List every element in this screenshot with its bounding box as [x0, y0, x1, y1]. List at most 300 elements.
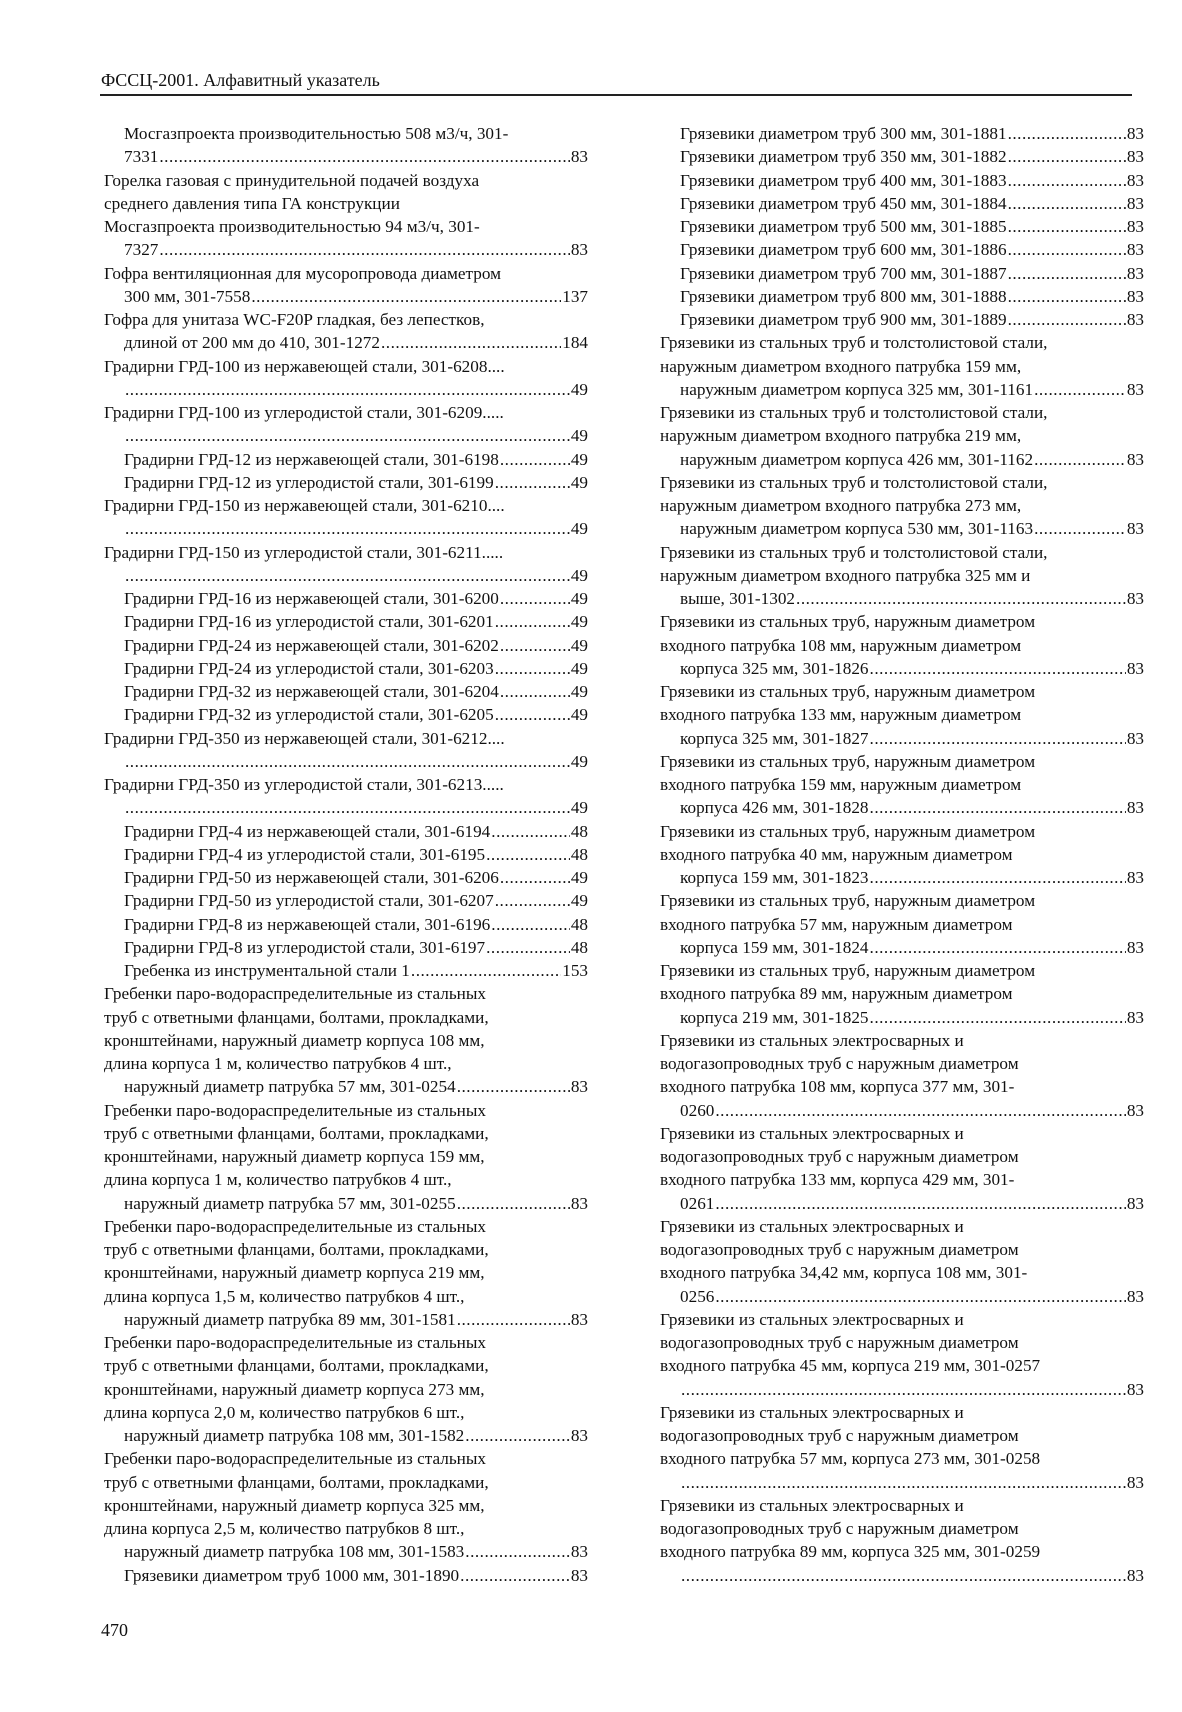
entry-text-line: наружный диаметр патрубка 89 мм, 301-1581 [124, 1309, 456, 1329]
dot-leader [1034, 448, 1126, 471]
index-entry [660, 401, 1144, 471]
index-entry [660, 262, 1144, 285]
entry-text-line: длиной от 200 мм до 410, 301-1272 [124, 333, 380, 353]
entry-text-line: длина корпуса 2,0 м, количество патрубков 6 шт., [104, 1402, 465, 1422]
entry-text-line: Грязевики из стальных труб, наружным диаметром [660, 751, 1036, 771]
index-entry [104, 657, 588, 680]
page-reference: 83 [1126, 519, 1144, 539]
page-reference: 83 [1126, 1100, 1144, 1120]
entry-text-line: труб с ответными фланцами, болтами, прокладками, [104, 1007, 489, 1027]
entry-text-line: водогазопроводных труб с наружным диаметром [660, 1054, 1019, 1073]
index-entry [660, 145, 1144, 168]
entry-leader-line [680, 145, 1144, 168]
entry-text-line: водогазопроводных труб с наружным диаметром [660, 1240, 1019, 1259]
page-reference: 48 [570, 914, 588, 934]
index-entry [104, 169, 588, 262]
index-entry [660, 308, 1144, 331]
entry-text-line: Градирни ГРД-350 из нержавеющей стали, 301-6212.... [104, 728, 505, 748]
index-entry [660, 471, 1144, 541]
dot-leader [460, 1564, 570, 1587]
entry-text-line: Грязевики из стальных электросварных и [660, 1216, 964, 1236]
running-header: ФССЦ-2001. Алфавитный указатель [101, 70, 380, 90]
entry-text-line: среднего давления типа ГА конструкции [104, 193, 400, 213]
index-entry [104, 634, 588, 657]
entry-text-line: Градирни ГРД-16 из нержавеющей стали, 301-6200 [124, 589, 499, 608]
index-entry [660, 541, 1144, 611]
page-reference: 49 [570, 379, 588, 399]
page-reference: 49 [570, 472, 588, 492]
entry-text-line: Грязевики из стальных труб и толстолистовой стали, [660, 333, 1048, 353]
entry-leader-line [124, 1564, 588, 1587]
page-reference: 83 [570, 1309, 588, 1329]
dot-leader [500, 448, 570, 471]
entry-leader-line [124, 703, 588, 726]
entry-text-line: входного патрубка 89 мм, наружным диаметром [660, 984, 1013, 1004]
index-entry [104, 1099, 588, 1215]
entry-text-line: Градирни ГРД-100 из углеродистой стали, 301-6209..... [104, 403, 504, 422]
index-entry [660, 1029, 1144, 1122]
entry-text-line: Градирни ГРД-50 из углеродистой стали, 301-6207 [124, 891, 494, 911]
page-reference: 83 [1126, 379, 1144, 399]
entry-text-line: Грязевики из стальных труб, наружным диаметром [660, 612, 1036, 632]
index-entry [104, 913, 588, 936]
entry-text-line: Градирни ГРД-12 из нержавеющей стали, 301-6198 [124, 449, 499, 469]
page-reference: 83 [1126, 193, 1144, 213]
entry-text-line: Градирни ГРД-12 из углеродистой стали, 301-6199 [124, 472, 494, 492]
dot-leader [715, 1192, 1125, 1215]
entry-leader-line [680, 169, 1144, 192]
entry-text-line: Мосгазпроекта производительностью 508 м3/ч, 301- [124, 124, 509, 143]
page-reference: 83 [570, 1542, 588, 1562]
index-entry [104, 448, 588, 471]
page-reference: 48 [570, 937, 588, 957]
entry-leader-line [680, 1099, 1144, 1122]
dot-leader [870, 866, 1126, 889]
entry-text-line: Градирни ГРД-4 из нержавеющей стали, 301-6194 [124, 821, 491, 841]
entry-text-line: Гребенки паро-водораспределительные из стальных [104, 1333, 487, 1352]
page-reference: 83 [1126, 658, 1144, 678]
dot-leader [125, 424, 570, 447]
entry-text-line: Градирни ГРД-32 из углеродистой стали, 301-6205 [124, 705, 494, 725]
page-reference: 83 [1126, 1007, 1144, 1027]
entry-leader-line [680, 587, 1144, 610]
entry-text-line: входного патрубка 133 мм, корпуса 429 мм, 301- [660, 1170, 1015, 1190]
entry-text-line: водогазопроводных труб с наружным диаметром [660, 1519, 1019, 1538]
entry-text-line: входного патрубка 57 мм, наружным диаметром [660, 914, 1013, 934]
dot-leader [465, 1424, 570, 1447]
index-entry [660, 750, 1144, 820]
index-entry [104, 355, 588, 402]
entry-text-line: Грязевики из стальных электросварных и [660, 1402, 964, 1422]
dot-leader [125, 796, 570, 819]
dot-leader [1008, 262, 1126, 285]
page-reference: 83 [1126, 1472, 1144, 1492]
index-entry [104, 866, 588, 889]
dot-leader [1008, 145, 1126, 168]
entry-leader-line [124, 796, 588, 819]
entry-text-line: наружным диаметром входного патрубка 159 мм, [660, 356, 1022, 376]
entry-text-line: корпуса 426 мм, 301-1828 [680, 798, 869, 818]
page-reference: 137 [562, 286, 588, 306]
dot-leader [500, 634, 570, 657]
entry-text-line: 300 мм, 301-7558 [124, 286, 251, 306]
entry-leader-line [124, 424, 588, 447]
page-reference: 49 [570, 635, 588, 655]
entry-text-line: Грязевики из стальных труб и толстолистовой стали, [660, 472, 1048, 492]
dot-leader [495, 471, 570, 494]
entry-leader-line [124, 866, 588, 889]
entry-text-line: наружный диаметр патрубка 57 мм, 301-0255 [124, 1193, 456, 1213]
dot-leader [125, 378, 570, 401]
dot-leader [681, 1378, 1126, 1401]
entry-leader-line [680, 262, 1144, 285]
dot-leader [870, 727, 1126, 750]
dot-leader [457, 1075, 570, 1098]
entry-leader-line [680, 285, 1144, 308]
entry-text-line: Гребенки паро-водораспределительные из стальных [104, 1449, 487, 1469]
entry-leader-line [124, 680, 588, 703]
entry-leader-line [124, 1192, 588, 1215]
index-entry [104, 494, 588, 541]
index-entry [104, 262, 588, 309]
entry-text-line: Градирни ГРД-8 из нержавеющей стали, 301-6196 [124, 914, 491, 934]
index-entry [660, 1494, 1144, 1587]
entry-leader-line [680, 1285, 1144, 1308]
index-entry [104, 820, 588, 843]
entry-text-line: кронштейнами, наружный диаметр корпуса 273 мм, [104, 1379, 485, 1399]
entry-leader-line [124, 1424, 588, 1447]
page-reference: 49 [570, 891, 588, 911]
entry-text-line: труб с ответными фланцами, болтами, прокладками, [104, 1356, 489, 1376]
page-reference: 83 [570, 240, 588, 260]
dot-leader [125, 564, 570, 587]
entry-leader-line [124, 889, 588, 912]
index-entry [104, 587, 588, 610]
entry-text-line: корпуса 325 мм, 301-1826 [680, 658, 869, 678]
dot-leader [1008, 169, 1126, 192]
page-reference: 49 [570, 705, 588, 725]
entry-text-line: Градирни ГРД-24 из нержавеющей стали, 301-6202 [124, 635, 499, 655]
entry-text-line: выше, 301-1302 [680, 589, 796, 608]
entry-text-line: Градирни ГРД-32 из нержавеющей стали, 301-6204 [124, 682, 499, 701]
entry-text-line: наружным диаметром входного патрубка 325 мм и [660, 565, 1031, 585]
index-entry [104, 959, 588, 982]
entry-leader-line [124, 913, 588, 936]
entry-text-line: Грязевики диаметром труб 500 мм, 301-1885 [680, 217, 1007, 236]
entry-text-line: Градирни ГРД-100 из нержавеющей стали, 301-6208.... [104, 356, 505, 376]
entry-text-line: Гофра для унитаза WC-F20P гладкая, без лепестков, [104, 310, 485, 329]
dot-leader [500, 866, 570, 889]
entry-leader-line [680, 1471, 1144, 1494]
dot-leader [870, 657, 1126, 680]
entry-text-line: корпуса 159 мм, 301-1823 [680, 868, 869, 887]
index-entry [660, 192, 1144, 215]
entry-text-line: Грязевики диаметром труб 300 мм, 301-1881 [680, 124, 1007, 143]
entry-text-line: Грязевики диаметром труб 450 мм, 301-1884 [680, 193, 1007, 213]
page-reference: 49 [570, 449, 588, 469]
page-reference: 83 [1126, 310, 1144, 329]
entry-text-line: Градирни ГРД-8 из углеродистой стали, 301-6197 [124, 937, 486, 957]
index-column-right [660, 122, 1144, 1587]
entry-leader-line [680, 1378, 1144, 1401]
entry-leader-line [680, 657, 1144, 680]
dot-leader [1008, 122, 1126, 145]
entry-leader-line [124, 820, 588, 843]
dot-leader [715, 1285, 1125, 1308]
index-entry [104, 680, 588, 703]
entry-text-line: Гребенки паро-водораспределительные из стальных [104, 984, 487, 1004]
page-reference: 83 [570, 1426, 588, 1445]
entry-leader-line [124, 587, 588, 610]
page-reference: 83 [1126, 263, 1144, 283]
entry-text-line: наружным диаметром корпуса 325 мм, 301-1161 [680, 379, 1034, 399]
entry-text-line: Грязевики из стальных электросварных и [660, 1123, 964, 1143]
entry-text-line: входного патрубка 89 мм, корпуса 325 мм, 301-0259 [660, 1542, 1041, 1562]
entry-text-line: наружный диаметр патрубка 108 мм, 301-1582 [124, 1426, 465, 1445]
entry-text-line: входного патрубка 159 мм, наружным диаметром [660, 775, 1022, 794]
dot-leader [1008, 192, 1126, 215]
entry-leader-line [124, 471, 588, 494]
index-entry [104, 308, 588, 355]
entry-leader-line [124, 610, 588, 633]
dot-leader [465, 1540, 570, 1563]
entry-leader-line [680, 378, 1144, 401]
entry-text-line: 0261 [680, 1193, 715, 1213]
index-entry [104, 936, 588, 959]
entry-text-line: Градирни ГРД-150 из углеродистой стали, 301-6211..... [104, 542, 504, 562]
entry-text-line: входного патрубка 40 мм, наружным диаметром [660, 844, 1013, 864]
entry-leader-line [124, 1308, 588, 1331]
entry-text-line: длина корпуса 1 м, количество патрубков 4 шт., [104, 1170, 452, 1190]
dot-leader [159, 238, 569, 261]
entry-text-line: Гофра вентиляционная для мусоропровода диаметром [104, 263, 502, 283]
entry-leader-line [124, 517, 588, 540]
entry-text-line: 7327 [124, 240, 159, 260]
dot-leader [251, 285, 561, 308]
page-reference: 83 [1126, 1193, 1144, 1213]
entry-text-line: кронштейнами, наружный диаметр корпуса 159 мм, [104, 1147, 485, 1166]
entry-text-line: длина корпуса 1,5 м, количество патрубков 4 шт., [104, 1286, 465, 1306]
index-entry [660, 215, 1144, 238]
entry-leader-line [680, 1192, 1144, 1215]
index-entry [104, 122, 588, 169]
page-reference: 83 [1126, 147, 1144, 167]
index-entry [660, 285, 1144, 308]
entry-leader-line [124, 448, 588, 471]
entry-text-line: кронштейнами, наружный диаметр корпуса 219 мм, [104, 1263, 485, 1283]
entry-text-line: наружным диаметром корпуса 426 мм, 301-1162 [680, 449, 1034, 469]
dot-leader [486, 843, 570, 866]
page-reference: 83 [1126, 1565, 1144, 1585]
page-reference: 49 [570, 751, 588, 771]
entry-leader-line [680, 727, 1144, 750]
index-entry [660, 169, 1144, 192]
index-entry [660, 238, 1144, 261]
dot-leader [870, 796, 1126, 819]
entry-leader-line [680, 192, 1144, 215]
index-entry [104, 1564, 588, 1587]
page-reference: 49 [570, 658, 588, 678]
dot-leader [491, 820, 570, 843]
index-entry [660, 1122, 1144, 1215]
entry-text-line: входного патрубка 133 мм, наружным диаметром [660, 705, 1022, 725]
entry-text-line: корпуса 325 мм, 301-1827 [680, 728, 869, 748]
entry-text-line: Градирни ГРД-350 из углеродистой стали, 301-6213..... [104, 775, 504, 794]
entry-text-line: входного патрубка 108 мм, корпуса 377 мм, 301- [660, 1077, 1015, 1097]
entry-leader-line [680, 122, 1144, 145]
index-entry [104, 843, 588, 866]
entry-leader-line [680, 215, 1144, 238]
entry-leader-line [680, 517, 1144, 540]
page-reference: 49 [570, 868, 588, 887]
page-reference: 83 [1126, 124, 1144, 143]
entry-text-line: входного патрубка 108 мм, наружным диаметром [660, 635, 1022, 655]
entry-text-line: наружный диаметр патрубка 57 мм, 301-0254 [124, 1077, 456, 1097]
dot-leader [381, 331, 561, 354]
entry-text-line: водогазопроводных труб с наружным диаметром [660, 1147, 1019, 1166]
dot-leader [1008, 285, 1126, 308]
dot-leader [681, 1564, 1126, 1587]
page-reference: 83 [1126, 728, 1144, 748]
entry-leader-line [680, 866, 1144, 889]
index-entry [104, 1447, 588, 1563]
entry-text-line: длина корпуса 2,5 м, количество патрубков 8 шт., [104, 1519, 465, 1538]
page-reference: 49 [570, 612, 588, 632]
entry-leader-line [124, 238, 588, 261]
page-reference: 49 [570, 798, 588, 818]
entry-leader-line [680, 238, 1144, 261]
dot-leader [500, 680, 570, 703]
entry-text-line: наружный диаметр патрубка 108 мм, 301-1583 [124, 1542, 465, 1562]
index-entry [104, 773, 588, 820]
page-reference: 83 [1126, 798, 1144, 818]
page-reference: 83 [570, 1077, 588, 1097]
dot-leader [495, 657, 570, 680]
dot-leader [125, 750, 570, 773]
dot-leader [495, 703, 570, 726]
index-entry [660, 680, 1144, 750]
index-entry [104, 1331, 588, 1447]
entry-text-line: Грязевики из стальных электросварных и [660, 1495, 964, 1515]
entry-leader-line [124, 1075, 588, 1098]
entry-text-line: водогазопроводных труб с наружным диаметром [660, 1333, 1019, 1352]
entry-text-line: корпуса 159 мм, 301-1824 [680, 937, 869, 957]
header-rule [100, 94, 1132, 96]
entry-text-line: Грязевики из стальных труб, наружным диаметром [660, 821, 1036, 841]
page-reference: 49 [570, 426, 588, 446]
dot-leader [491, 913, 570, 936]
index-entry [660, 889, 1144, 959]
entry-text-line: корпуса 219 мм, 301-1825 [680, 1007, 869, 1027]
entry-text-line: Грязевики из стальных труб, наружным диаметром [660, 891, 1036, 911]
entry-text-line: труб с ответными фланцами, болтами, прокладками, [104, 1123, 489, 1143]
index-entry [660, 1308, 1144, 1401]
entry-leader-line [680, 796, 1144, 819]
entry-text-line: Грязевики из стальных электросварных и [660, 1309, 964, 1329]
entry-text-line: Градирни ГРД-24 из углеродистой стали, 301-6203 [124, 658, 494, 678]
entry-text-line: Горелка газовая с принудительной подачей воздуха [104, 170, 480, 190]
page-reference: 49 [570, 565, 588, 585]
page-reference: 184 [562, 333, 588, 353]
entry-text-line: Грязевики из стальных труб, наружным диаметром [660, 961, 1036, 980]
entry-text-line: Грязевики диаметром труб 1000 мм, 301-1890 [124, 1565, 460, 1585]
page-reference: 48 [570, 844, 588, 864]
entry-text-line: кронштейнами, наружный диаметр корпуса 108 мм, [104, 1030, 485, 1050]
index-entry [660, 1401, 1144, 1494]
entry-leader-line [124, 657, 588, 680]
entry-text-line: входного патрубка 45 мм, корпуса 219 мм, 301-0257 [660, 1356, 1041, 1376]
entry-text-line: Градирни ГРД-50 из нержавеющей стали, 301-6206 [124, 868, 499, 887]
entry-text-line: наружным диаметром входного патрубка 219 мм, [660, 426, 1022, 446]
entry-text-line: труб с ответными фланцами, болтами, прокладками, [104, 1240, 489, 1259]
entry-text-line: кронштейнами, наружный диаметр корпуса 325 мм, [104, 1495, 485, 1515]
page-reference: 49 [570, 519, 588, 539]
entry-text-line: 7331 [124, 147, 159, 167]
index-entry [104, 401, 588, 448]
entry-text-line: Гребенка из инструментальной стали 1 [124, 961, 410, 980]
page-reference: 83 [1126, 449, 1144, 469]
index-entry [104, 703, 588, 726]
entry-text-line: труб с ответными фланцами, болтами, прокладками, [104, 1472, 489, 1492]
entry-text-line: Грязевики из стальных труб и толстолистовой стали, [660, 542, 1048, 562]
entry-leader-line [124, 564, 588, 587]
index-entry [660, 610, 1144, 680]
entry-text-line: Грязевики диаметром труб 900 мм, 301-1889 [680, 310, 1007, 329]
index-entry [104, 1215, 588, 1331]
entry-text-line: Градирни ГРД-16 из углеродистой стали, 301-6201 [124, 612, 494, 632]
page-reference: 48 [570, 821, 588, 841]
dot-leader [125, 517, 570, 540]
page-reference: 83 [1126, 1379, 1144, 1399]
dot-leader [457, 1192, 570, 1215]
dot-leader [1008, 308, 1126, 331]
dot-leader [495, 889, 570, 912]
page-reference: 83 [1126, 217, 1144, 236]
entry-leader-line [124, 1540, 588, 1563]
index-entry [104, 541, 588, 588]
page-reference: 83 [1126, 589, 1144, 608]
entry-leader-line [124, 285, 588, 308]
dot-leader [870, 1006, 1126, 1029]
entry-text-line: Грязевики диаметром труб 600 мм, 301-1886 [680, 240, 1007, 260]
page-reference: 83 [570, 147, 588, 167]
entry-text-line: входного патрубка 57 мм, корпуса 273 мм, 301-0258 [660, 1449, 1041, 1469]
index-entry [660, 1215, 1144, 1308]
index-entry [104, 471, 588, 494]
entry-leader-line [680, 448, 1144, 471]
entry-leader-line [124, 959, 588, 982]
entry-text-line: Градирни ГРД-150 из нержавеющей стали, 301-6210.... [104, 496, 505, 515]
index-column-left [104, 122, 588, 1587]
dot-leader [1008, 238, 1126, 261]
entry-text-line: Грязевики диаметром труб 350 мм, 301-1882 [680, 147, 1007, 167]
page-reference: 83 [1126, 240, 1144, 260]
index-entry [660, 820, 1144, 890]
entry-leader-line [124, 843, 588, 866]
dot-leader [1034, 378, 1126, 401]
dot-leader [411, 959, 561, 982]
entry-leader-line [680, 1006, 1144, 1029]
entry-text-line: Грязевики диаметром труб 400 мм, 301-1883 [680, 170, 1007, 190]
entry-text-line: водогазопроводных труб с наружным диаметром [660, 1426, 1019, 1445]
dot-leader [715, 1099, 1125, 1122]
dot-leader [1034, 517, 1126, 540]
entry-leader-line [124, 378, 588, 401]
index-entry [104, 610, 588, 633]
entry-leader-line [680, 308, 1144, 331]
entry-text-line: Грязевики из стальных электросварных и [660, 1030, 964, 1050]
index-entry [104, 727, 588, 774]
